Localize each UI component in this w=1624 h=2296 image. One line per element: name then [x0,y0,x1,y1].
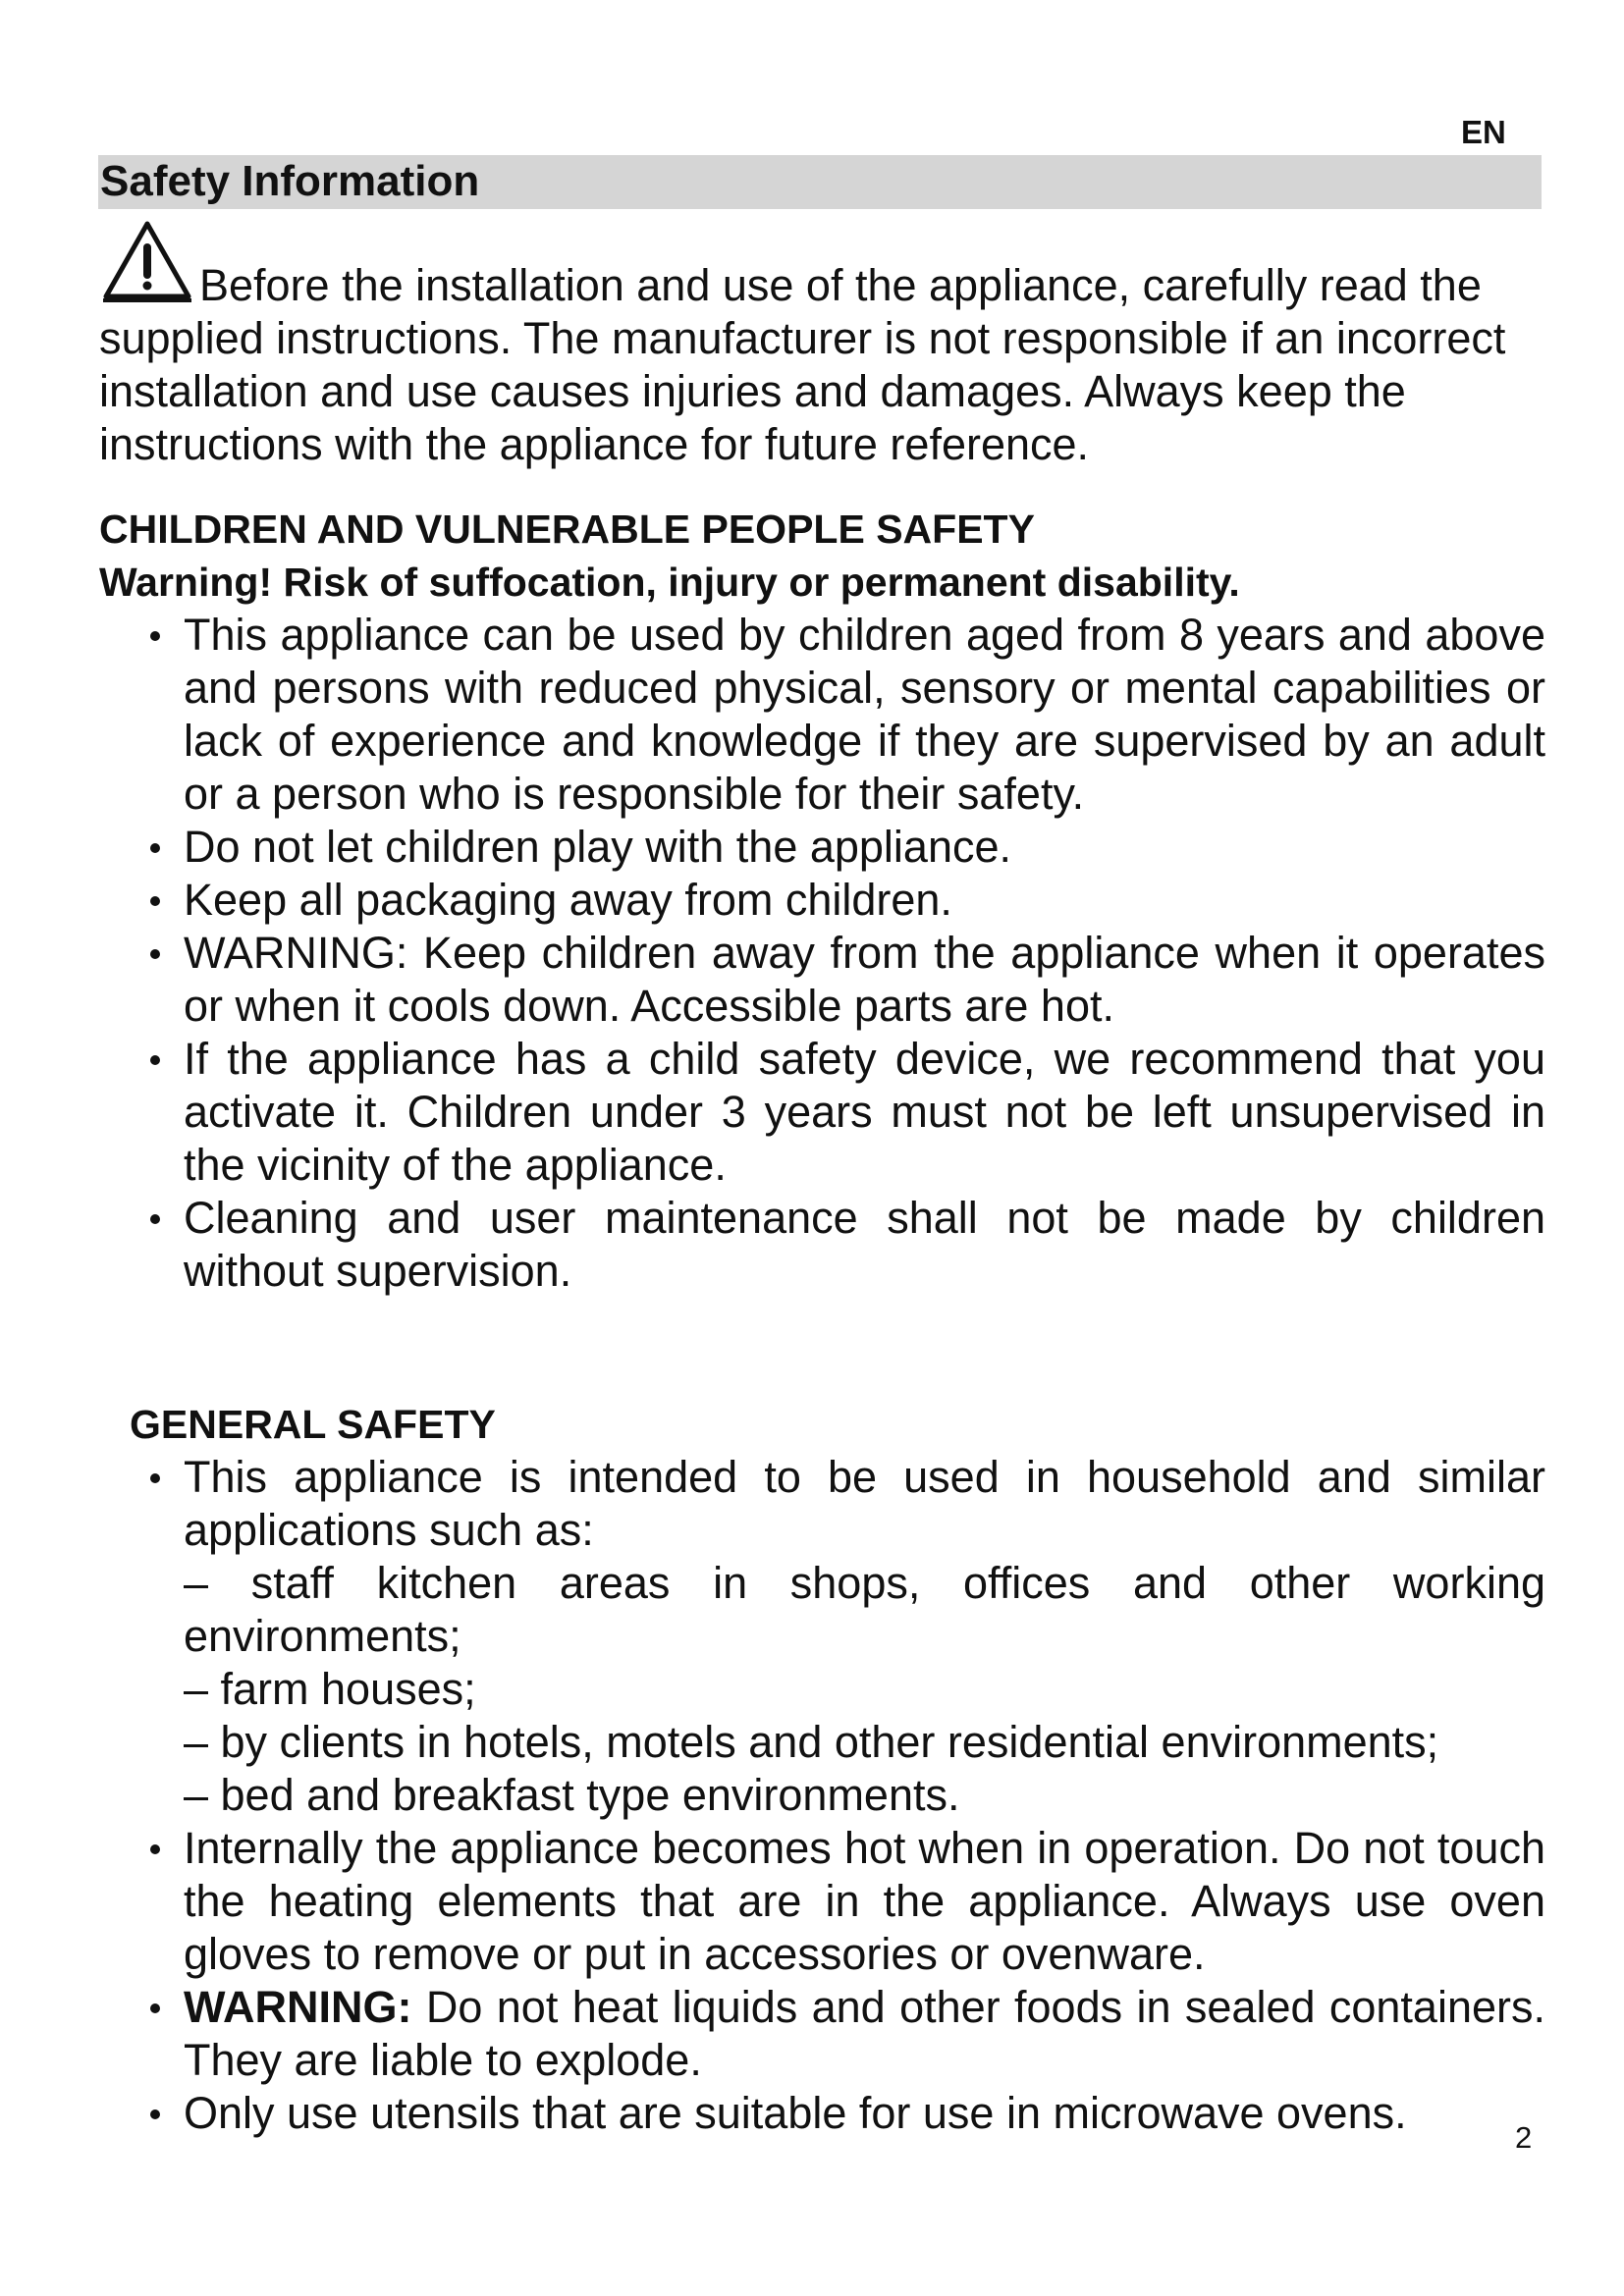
list-item-text: Internally the appliance becomes hot when in operation. Do not touch the heating elements that are in the appliance. Always use oven gloves to remove or put in accessories or ovenware. [184,1823,1545,1979]
warning-label: WARNING: [184,1982,412,2032]
warning-triangle-icon [99,218,195,306]
bullet-dot [150,1214,160,1224]
general-safety-list [99,1451,1543,2140]
bullet-dot [150,1473,160,1483]
intro-paragraph [99,218,1533,471]
sub-item: – by clients in hotels, motels and other residential environments; [184,1717,1439,1767]
list-item-text: Do not let children play with the appliance. [184,822,1012,872]
list-item [99,1033,1545,1192]
children-safety-warning: Warning! Risk of suffocation, injury or permanent disability. [99,560,1240,605]
bullet-dot [150,2109,160,2119]
bullet-dot [150,631,160,641]
list-item [99,1981,1545,2087]
list-item-text: WARNING: Keep children away from the appliance when it operates or when it cools down. Accessible parts are hot. [184,928,1545,1031]
list-item [99,2087,1545,2140]
list-item [99,927,1545,1033]
bullet-dot [150,1055,160,1065]
intro-text: Before the installation and use of the appliance, carefully read the supplied instructions. The manufacturer is not responsible if an incorrect installation and use causes injuries and damages. Always keep the instructions with the appliance for future reference. [99,260,1506,469]
bullet-dot [150,843,160,853]
list-item-text: This appliance can be used by children aged from 8 years and above and persons with reduced physical, sensory or mental capabilities or lack of experience and knowledge if they are supervised by an adult or a person who is responsible for their safety. [184,610,1545,819]
list-item [99,609,1545,821]
children-safety-list [99,609,1543,1298]
general-safety-heading: GENERAL SAFETY [130,1402,496,1447]
bullet-dot [150,2003,160,2013]
list-item [99,874,1545,927]
list-item [99,1822,1545,1981]
list-item [99,1192,1545,1298]
list-item-text: Only use utensils that are suitable for use in microwave ovens. [184,2088,1407,2138]
sub-item: – farm houses; [184,1664,476,1714]
children-safety-heading: CHILDREN AND VULNERABLE PEOPLE SAFETY [99,507,1035,552]
language-tag: EN [1461,114,1506,150]
sub-item: – staff kitchen areas in shops, offices and other working environments; [184,1558,1545,1661]
children-safety-section [99,503,1543,1298]
list-item-text: Cleaning and user maintenance shall not be made by children without supervision. [184,1193,1545,1296]
general-safety-section [99,1398,1543,2140]
page-title: Safety Information [100,157,480,205]
list-item-text: This appliance is intended to be used in household and similar applications such as: [184,1452,1545,1555]
list-item [99,821,1545,874]
list-item-text: Do not heat liquids and other foods in sealed containers. They are liable to explode. [184,1982,1545,2085]
list-item-text: If the appliance has a child safety device, we recommend that you activate it. Children under 3 years must not be left unsupervised in the vicinity of the appliance. [184,1034,1545,1190]
bullet-dot [150,1844,160,1854]
list-item-text: Keep all packaging away from children. [184,875,952,925]
section-title-bar [98,155,1542,209]
bullet-dot [150,949,160,959]
page-number: 2 [1515,2120,1533,2155]
list-item [99,1451,1545,1822]
sub-item: – bed and breakfast type environments. [184,1770,960,1820]
bullet-dot [150,896,160,906]
